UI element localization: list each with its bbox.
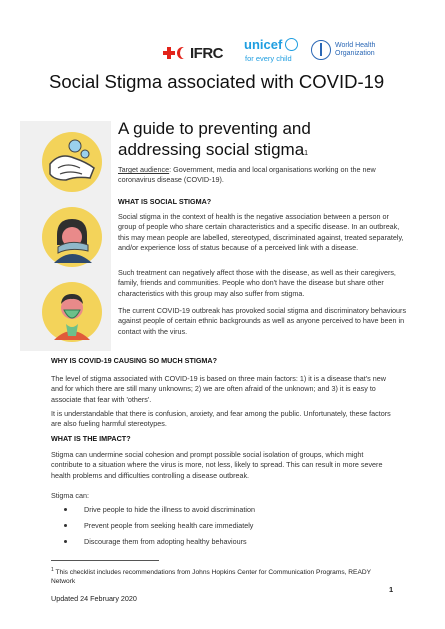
person-with-mask-illustration: [40, 280, 104, 344]
who-logo: [311, 40, 431, 62]
bullet-icon: [64, 540, 67, 543]
handwashing-illustration: [40, 130, 104, 194]
why-paragraph-2: It is understandable that there is confusion, anxiety, and fear among the public. Unfortunately, these factors are also fueling harmful stereotypes.: [51, 409, 391, 429]
footnote-marker: 1: [304, 150, 309, 157]
ifrc-logo-text: IFRC: [190, 45, 223, 62]
unicef-tagline: for every child: [245, 54, 292, 63]
what-is-heading: WHAT IS SOCIAL STIGMA?: [118, 197, 212, 206]
bullet-icon: [64, 508, 67, 511]
why-paragraph-1: The level of stigma associated with COVID-19 is based on three main factors: 1) it is a disease that's new and for which there are still many unknowns; 2) we are often afraid of the unknown; and 3) it is easy to associate that fear with 'others'.: [51, 374, 386, 404]
footnote-text: This checklist includes recommendations from Johns Hopkins Center for Communication Programs, READY Network: [51, 569, 371, 585]
list-item-text: Prevent people from seeking health care immediately: [84, 521, 254, 530]
who-logo-text: World Health Organization: [335, 42, 376, 57]
list-item-text: Discourage them from adopting healthy behaviours: [84, 537, 247, 546]
impact-heading: WHAT IS THE IMPACT?: [51, 434, 131, 443]
guide-title: [118, 118, 388, 160]
bullet-icon: [64, 524, 67, 527]
what-is-paragraph-1: Social stigma in the context of health is the negative association between a person or group of people who share certain characteristics and a specific disease. In an outbreak, this may mean people are labelled, stereotyped, discriminated against, treated separately, and/or experience loss of status because of a perceived link with a disease.: [118, 212, 404, 253]
unicef-logo-text: unicef: [244, 37, 283, 52]
guide-title-text: A guide to preventing and addressing social stigma: [118, 119, 311, 159]
soap-bubble-icon: [69, 140, 81, 152]
impact-paragraph-1: Stigma can undermine social cohesion and prompt possible social isolation of groups, which might contribute to a situation where the virus is more, not less, likely to spread. This can result in more severe health problems and difficulties controlling a disease outbreak.: [51, 450, 383, 480]
soap-bubble-icon: [81, 150, 89, 158]
what-is-paragraph-2: Such treatment can negatively affect those with the disease, as well as their caregivers, family, friends and communities. People who don't have the disease but share other characteristics with this group may also suffer from stigma.: [118, 268, 396, 298]
what-is-paragraph-3: The current COVID-19 outbreak has provoked social stigma and discriminatory behaviours against people of certain ethnic backgrounds as well as anyone perceived to have been in contact with the virus.: [118, 306, 407, 336]
page-title: Social Stigma associated with COVID-19: [49, 71, 385, 92]
red-crescent-icon: [177, 47, 188, 59]
stigma-can-label: Stigma can:: [51, 491, 89, 500]
target-audience-label: Target audience: [118, 165, 170, 174]
target-audience: [118, 165, 408, 186]
red-cross-icon: [163, 47, 175, 59]
unicef-globe-icon: [285, 38, 298, 51]
target-audience-text: : Government, media and local organisations working on the new coronavirus disease (COVID-19).: [118, 165, 376, 185]
updated-date: Updated 24 February 2020: [51, 594, 137, 603]
list-item-text: Drive people to hide the illness to avoid discrimination: [84, 505, 255, 514]
footnote: [51, 566, 391, 586]
page-number: 1: [389, 585, 394, 594]
footnote-divider: [51, 560, 159, 561]
sneezing-person-illustration: [40, 205, 104, 269]
who-emblem-icon: [311, 40, 331, 60]
ifrc-logo: [163, 45, 233, 61]
why-heading: WHY IS COVID-19 CAUSING SO MUCH STIGMA?: [51, 356, 217, 365]
unicef-logo: [244, 37, 304, 65]
footnote-number: 1: [51, 567, 54, 573]
